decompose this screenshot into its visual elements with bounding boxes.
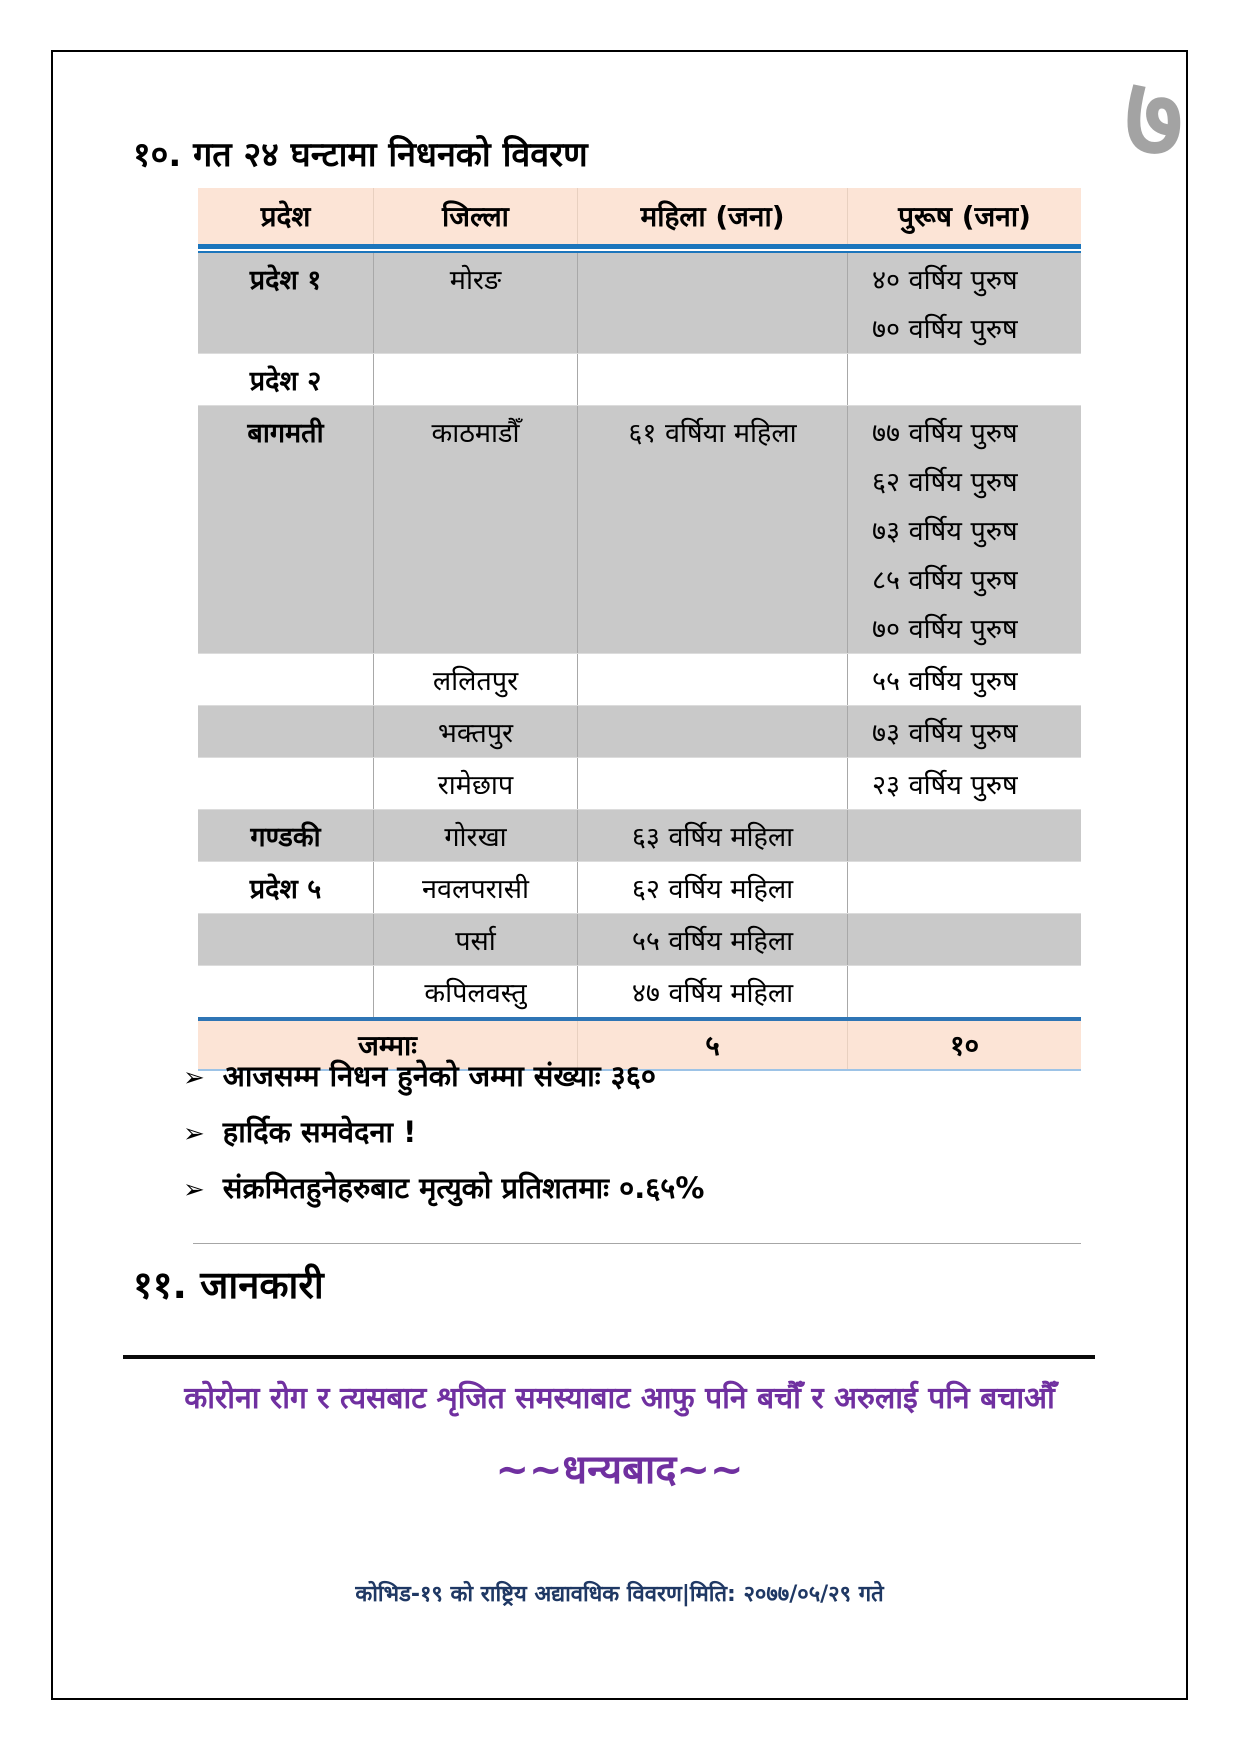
age-entry (848, 863, 1081, 912)
cell-male (848, 706, 1081, 757)
table-header-row (198, 188, 1081, 244)
age-entry: नवलपरासी (422, 874, 529, 905)
awareness-message: कोरोना रोग र त्यसबाट शृजित समस्याबाट आफु पनि बचौँ र अरुलाई पनि बचाऔँ (184, 1381, 1055, 1416)
bullet-text: संक्रमितहुनेहरुबाट मृत्युको प्रतिशतमाः ०.६५% (222, 1171, 705, 1205)
age-entry: भक्तपुर (437, 718, 514, 749)
age-entry (198, 915, 373, 964)
header-male: पुरूष (जना) (898, 200, 1031, 233)
cell-district (374, 966, 578, 1017)
table-header-separator (198, 244, 1081, 253)
age-entry: पर्सा (455, 926, 496, 957)
table-row (198, 353, 1081, 405)
bullet-death-rate (183, 1168, 1083, 1207)
arrow-bullet-icon: ➢ (183, 1175, 205, 1205)
cell-province (198, 966, 374, 1017)
summary-bullets (183, 1056, 1083, 1224)
table-row (198, 757, 1081, 809)
age-entry: २३ वर्षिय पुरुष (872, 770, 1018, 801)
age-entry: गण्डकी (250, 822, 321, 853)
cell-female (578, 706, 848, 757)
age-entry (848, 355, 1081, 404)
age-entry: ५५ वर्षिय महिला (631, 926, 794, 957)
age-entry (848, 967, 1081, 1016)
arrow-bullet-icon: ➢ (183, 1119, 205, 1149)
age-entry: ७३ वर्षिय पुरुष (872, 516, 1018, 547)
cell-province (198, 706, 374, 757)
age-entry: ४० वर्षिय पुरुष (872, 265, 1018, 296)
cell-district (374, 758, 578, 809)
age-entry (374, 355, 577, 404)
cell-male (848, 253, 1081, 353)
cell-female (578, 253, 848, 353)
age-entry: ७७ वर्षिय पुरुष (872, 418, 1018, 449)
bullet-text: आजसम्म निधन हुनेको जम्मा संख्याः ३६० (222, 1059, 656, 1093)
cell-province (198, 758, 374, 809)
cell-female (578, 758, 848, 809)
bullet-condolence (183, 1112, 1083, 1151)
age-entry: कपिलवस्तु (424, 978, 527, 1009)
age-entry: ७३ वर्षिय पुरुष (872, 718, 1018, 749)
age-entry: ५५ वर्षिय पुरुष (872, 666, 1018, 697)
age-entry: प्रदेश ५ (249, 874, 322, 905)
cell-male (848, 758, 1081, 809)
section-10-heading: १०. गत २४ घन्टामा निधनको विवरण (133, 135, 588, 175)
table-row (198, 253, 1081, 353)
cell-province (198, 810, 374, 861)
age-entry (578, 254, 847, 303)
header-female: महिला (जना) (578, 188, 848, 244)
header-province: प्रदेश (198, 188, 374, 244)
bullet-text: हार्दिक समवेदना ! (222, 1115, 417, 1149)
age-entry (578, 707, 847, 756)
deaths-table (198, 188, 1081, 1071)
cell-district (374, 654, 578, 705)
cell-district (374, 354, 578, 405)
cell-district (374, 706, 578, 757)
cell-district (374, 862, 578, 913)
cell-male (848, 406, 1081, 653)
cell-male (848, 914, 1081, 965)
cell-female (578, 406, 848, 653)
footer-text: कोभिड-१९ को राष्ट्रिय अद्यावधिक विवरण|मिति: २०७७/०५/२९ गते (355, 1582, 884, 1607)
table-body (198, 253, 1081, 1017)
cell-district (374, 810, 578, 861)
cell-male (848, 862, 1081, 913)
age-entry (198, 759, 373, 808)
arrow-bullet-icon: ➢ (183, 1063, 205, 1093)
cell-district (374, 406, 578, 653)
cell-province (198, 253, 374, 353)
table-row (198, 405, 1081, 653)
cell-female (578, 966, 848, 1017)
age-entry: काठमाडौँ (431, 418, 520, 449)
cell-province (198, 654, 374, 705)
age-entry: ६३ वर्षिय महिला (631, 822, 794, 853)
thick-divider (123, 1355, 1095, 1359)
cell-province (198, 862, 374, 913)
section-11-heading: ११. जानकारी (133, 1263, 324, 1307)
cell-female (578, 862, 848, 913)
age-entry (198, 707, 373, 756)
bullet-total-deaths (183, 1056, 1083, 1095)
age-entry: ४७ वर्षिय महिला (631, 978, 794, 1009)
age-entry: प्रदेश १ (249, 265, 322, 296)
age-entry: ८५ वर्षिय पुरुष (872, 565, 1018, 596)
age-entry: ६२ वर्षिय महिला (631, 874, 794, 905)
table-row (198, 913, 1081, 965)
age-entry (848, 915, 1081, 964)
cell-female (578, 354, 848, 405)
table-row (198, 809, 1081, 861)
cell-province (198, 354, 374, 405)
thin-divider (193, 1243, 1081, 1244)
age-entry (198, 655, 373, 704)
total-female: ५ (578, 1021, 848, 1069)
age-entry: गोरखा (444, 822, 507, 853)
age-entry (198, 967, 373, 1016)
thank-you-text: ~~धन्यबाद~~ (495, 1447, 744, 1493)
age-entry (578, 355, 847, 404)
age-entry: ललितपुर (432, 666, 519, 697)
total-male: १० (949, 1029, 980, 1062)
cell-female (578, 810, 848, 861)
cell-female (578, 654, 848, 705)
age-entry (578, 759, 847, 808)
table-row (198, 861, 1081, 913)
cell-province (198, 914, 374, 965)
header-district: जिल्ला (374, 188, 578, 244)
age-entry: ७० वर्षिय पुरुष (872, 314, 1018, 345)
age-entry (578, 655, 847, 704)
age-entry: बागमती (247, 418, 324, 449)
age-entry: ६१ वर्षिया महिला (628, 418, 797, 449)
age-entry: ६२ वर्षिय पुरुष (872, 467, 1018, 498)
cell-male (848, 654, 1081, 705)
cell-female (578, 914, 848, 965)
table-row (198, 965, 1081, 1017)
cell-male (848, 354, 1081, 405)
table-row (198, 653, 1081, 705)
cell-district (374, 914, 578, 965)
age-entry: मोरङ (449, 265, 502, 296)
age-entry: रामेछाप (437, 770, 514, 801)
age-entry (848, 811, 1081, 860)
age-entry: प्रदेश २ (249, 366, 322, 397)
age-entry: ७० वर्षिय पुरुष (872, 614, 1018, 645)
cell-district (374, 253, 578, 353)
page-number: ७ (1124, 53, 1183, 183)
table-row (198, 705, 1081, 757)
total-label: जम्माः (198, 1021, 578, 1069)
cell-male (848, 810, 1081, 861)
cell-male (848, 966, 1081, 1017)
cell-province (198, 406, 374, 653)
